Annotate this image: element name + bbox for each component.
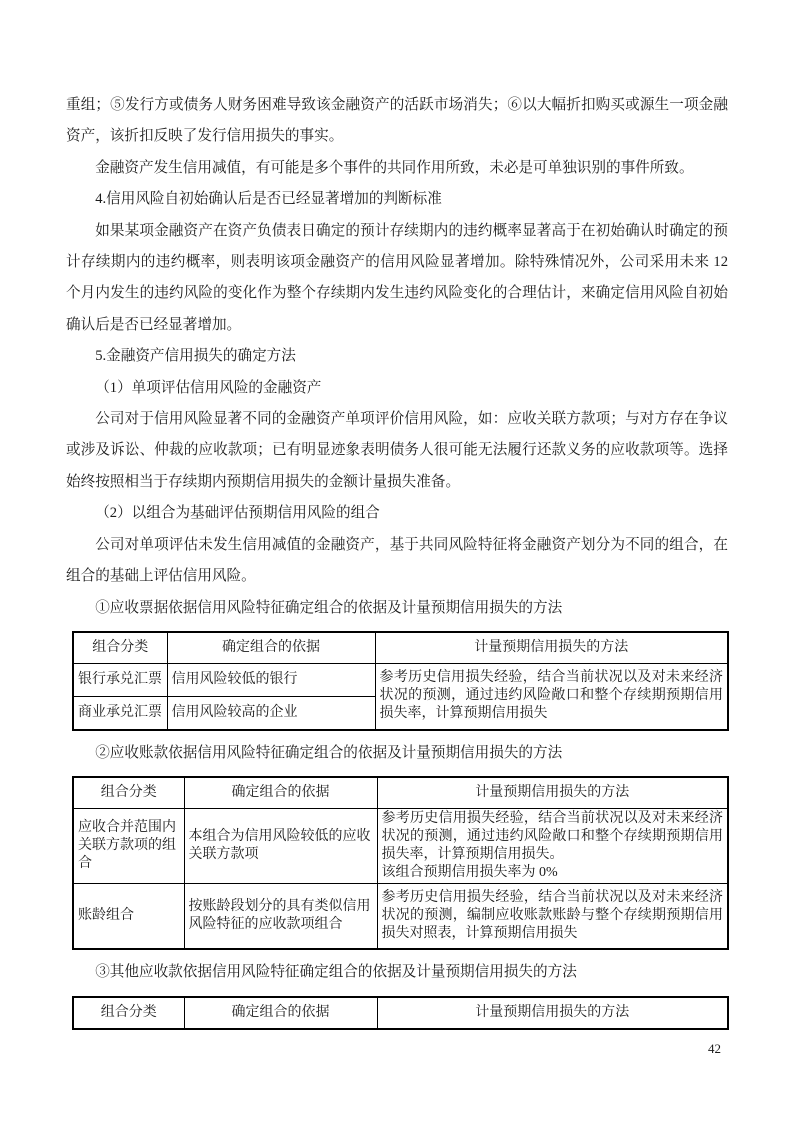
accounts-receivable-portfolio-table	[72, 776, 729, 950]
basis-cell: 信用风险较低的银行	[167, 663, 375, 696]
page-content	[66, 0, 728, 1037]
column-header-category: 组合分类	[73, 632, 167, 664]
table-header-row	[73, 777, 728, 809]
basis-cell: 按账龄段划分的具有类似信用风险特征的应收款项组合	[184, 884, 377, 950]
notes-receivable-portfolio-table	[72, 631, 729, 731]
column-header-basis: 确定组合的依据	[184, 777, 377, 809]
section4-paragraph: 如果某项金融资产在资产负债表日确定的预计存续期内的违约概率显著高于在初始确认时确定的预计存续期内的违约概率，则表明该项金融资产的信用风险显著增加。除特殊情况外，公司采用未来 12 个月内发生的违约风险的变化作为整个存续期内发生违约风险变化的合理估计，来确定信用风险自初始确认后是否已经显著增加。	[66, 222, 728, 333]
section5-heading: 5.金融资产信用损失的确定方法	[95, 348, 296, 365]
category-cell: 商业承兑汇票	[73, 696, 167, 730]
column-header-method: 计量预期信用损失的方法	[375, 632, 728, 664]
column-header-method: 计量预期信用损失的方法	[377, 777, 728, 809]
notes-receivable-table-caption: ①应收票据依据信用风险特征确定组合的依据及计量预期信用损失的方法	[95, 599, 563, 616]
other-receivables-table-caption: ③其他应收款依据信用风险特征确定组合的依据及计量预期信用损失的方法	[95, 964, 577, 981]
impairment-note-paragraph: 金融资产发生信用减值，有可能是多个事件的共同作用所致，未必是可单独识别的事件所致。	[95, 159, 694, 176]
column-header-basis: 确定组合的依据	[184, 997, 377, 1029]
method-loss-rate-line: 该组合预期信用损失率为 0%	[381, 865, 558, 881]
column-header-category: 组合分类	[73, 777, 184, 809]
method-text-line: 参考历史信用损失经验，结合当前状况以及对未来经济状况的预测，通过违约风险敞口和整个存续期预期信用损失率，计算预期信用损失。	[381, 811, 723, 863]
method-cell-merged: 参考历史信用损失经验，结合当前状况以及对未来经济状况的预测，通过违约风险敞口和整个存续期预期信用损失率，计算预期信用损失	[375, 663, 728, 730]
basis-cell: 信用风险较高的企业	[167, 696, 375, 730]
column-header-basis: 确定组合的依据	[167, 632, 375, 664]
other-receivables-portfolio-table	[72, 996, 729, 1030]
column-header-method: 计量预期信用损失的方法	[377, 997, 728, 1029]
basis-cell: 本组合为信用风险较低的应收关联方款项	[184, 809, 377, 884]
column-header-category: 组合分类	[73, 997, 184, 1029]
category-cell: 账龄组合	[73, 884, 184, 950]
table-row	[73, 663, 728, 696]
accounts-receivable-table-caption: ②应收账款依据信用风险特征确定组合的依据及计量预期信用损失的方法	[95, 744, 563, 761]
table-header-row	[73, 997, 728, 1029]
method-cell	[377, 809, 728, 884]
category-cell: 应收合并范围内关联方款项的组合	[73, 809, 184, 884]
item1-paragraph: 公司对于信用风险显著不同的金融资产单项评价信用风险，如：应收关联方款项；与对方存在争议或涉及诉讼、仲裁的应收款项；已有明显迹象表明债务人很可能无法履行还款义务的应收款项等。选择始终按照相当于存续期内预期信用损失的金额计量损失准备。	[66, 411, 728, 490]
method-cell: 参考历史信用损失经验，结合当前状况以及对未来经济状况的预测，编制应收账款账龄与整个存续期预期信用损失对照表，计算预期信用损失	[377, 884, 728, 950]
item1-heading: （1）单项评估信用风险的金融资产	[95, 379, 322, 396]
item2-heading: （2）以组合为基础评估预期信用风险的组合	[95, 505, 380, 522]
table-row	[73, 809, 728, 884]
item2-paragraph: 公司对单项评估未发生信用减值的金融资产，基于共同风险特征将金融资产划分为不同的组合，在组合的基础上评估信用风险。	[66, 536, 728, 585]
table-header-row	[73, 632, 728, 664]
continuation-paragraph: 重组；⑤发行方或债务人财务困难导致该金融资产的活跃市场消失；⑥以大幅折扣购买或源生一项金融资产，该折扣反映了发行信用损失的事实。	[66, 97, 728, 145]
page-number: 42	[708, 1041, 721, 1056]
category-cell: 银行承兑汇票	[73, 663, 167, 696]
table-row	[73, 884, 728, 950]
section4-heading: 4.信用风险自初始确认后是否已经显著增加的判断标准	[95, 191, 442, 208]
